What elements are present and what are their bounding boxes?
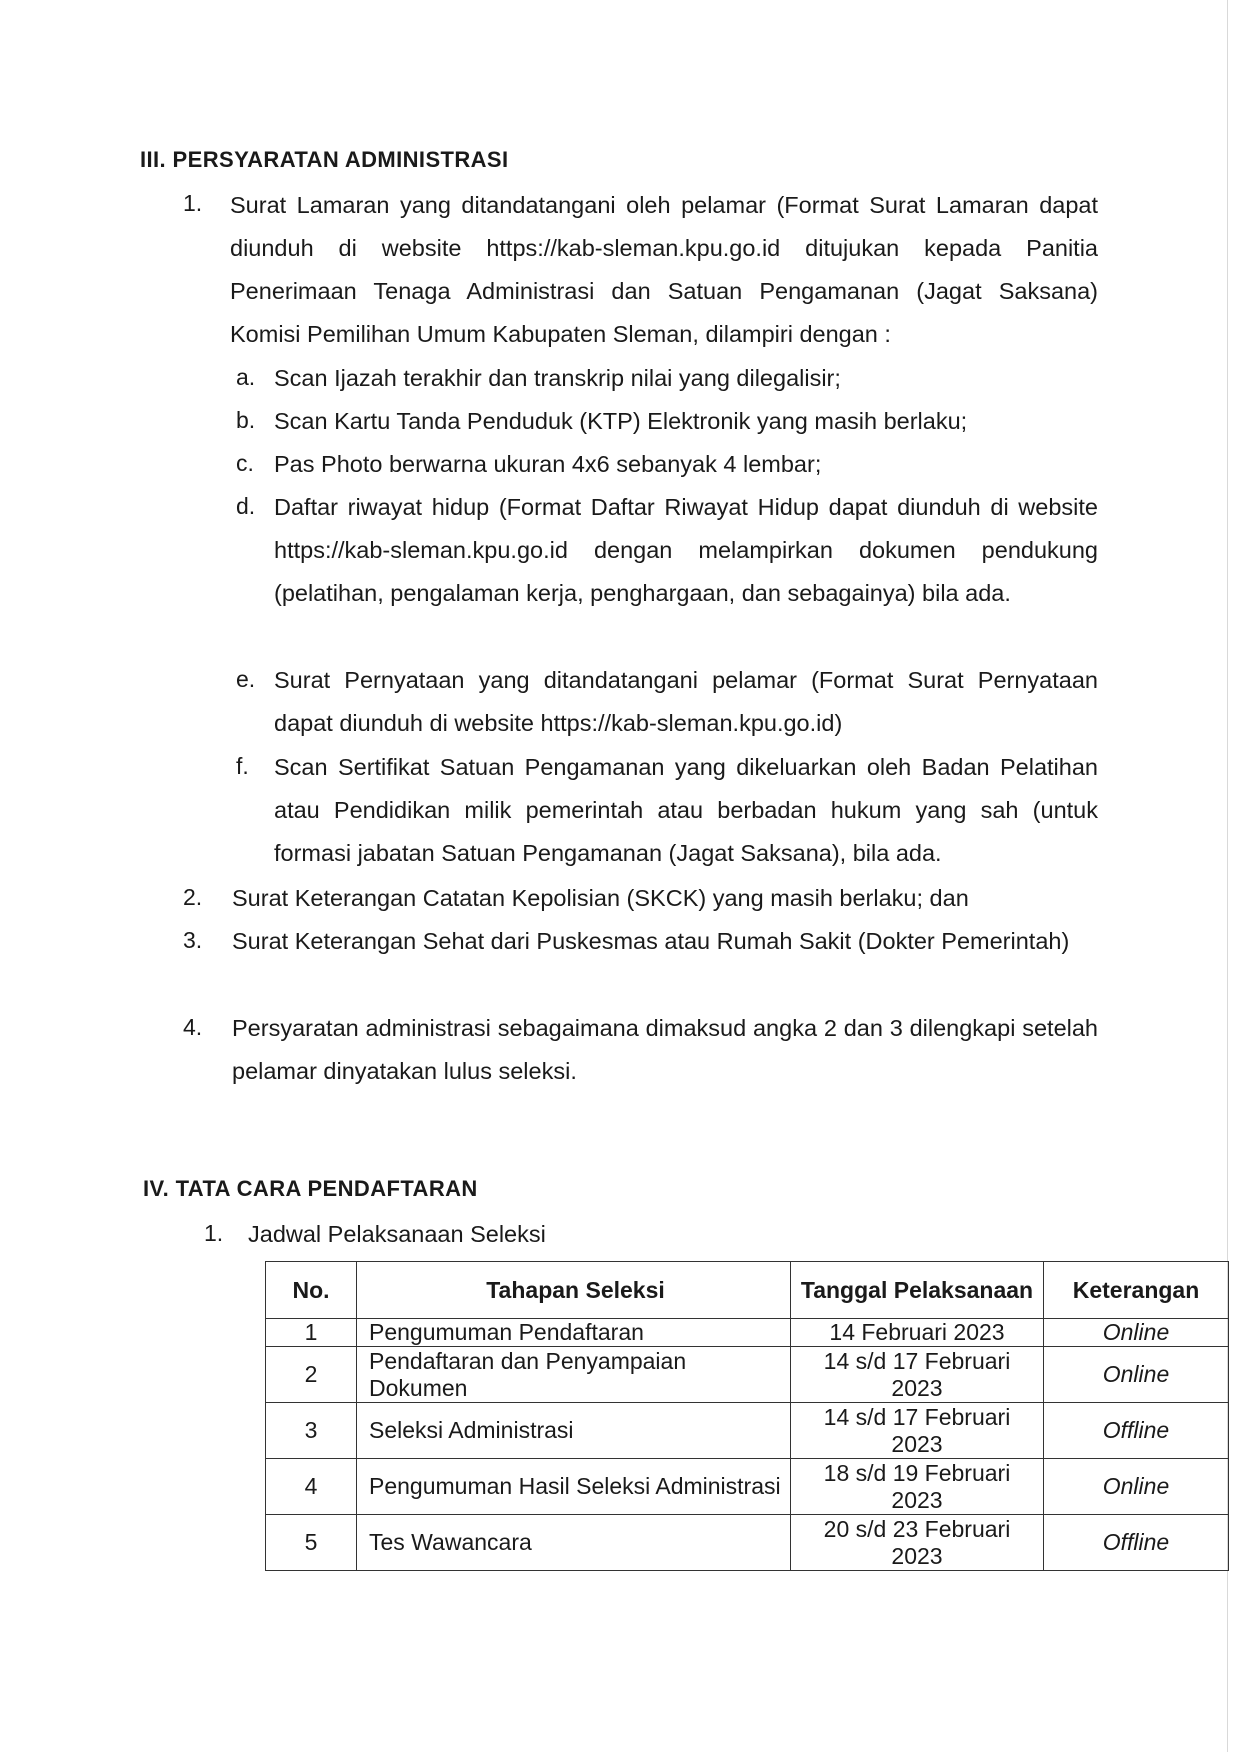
subitem-a-letter: a. [236, 364, 256, 390]
cell-no: 4 [266, 1459, 357, 1515]
subitem-a-text: Scan Ijazah terakhir dan transkrip nilai yang dilegalisir; [274, 365, 841, 391]
subitem-c-letter: c. [236, 450, 254, 476]
cell-no: 1 [266, 1319, 357, 1347]
subitem-d-letter: d. [236, 493, 256, 519]
subitem-b-letter: b. [236, 407, 256, 433]
schedule-table [265, 1261, 1229, 1571]
cell-note: Online [1044, 1347, 1229, 1403]
cell-no: 5 [266, 1515, 357, 1571]
header-note: Keterangan [1044, 1262, 1229, 1319]
item-4-number: 4. [183, 1014, 203, 1040]
header-date: Tanggal Pelaksanaan [791, 1262, 1044, 1319]
subitem-c-text: Pas Photo berwarna ukuran 4x6 sebanyak 4 lembar; [274, 451, 822, 477]
cell-stage: Pendaftaran dan Penyampaian Dokumen [357, 1347, 791, 1403]
cell-date: 14 Februari 2023 [791, 1319, 1044, 1347]
item-2-number: 2. [183, 884, 203, 910]
section-3-heading: III. PERSYARATAN ADMINISTRASI [140, 147, 509, 172]
cell-stage: Seleksi Administrasi [357, 1403, 791, 1459]
item-1-number: 1. [183, 190, 203, 216]
cell-stage: Pengumuman Pendaftaran [357, 1319, 791, 1347]
table-row [266, 1347, 1229, 1403]
cell-no: 3 [266, 1403, 357, 1459]
subitem-f-letter: f. [236, 753, 249, 779]
section-4-heading: IV. TATA CARA PENDAFTARAN [143, 1176, 478, 1201]
item-1-text: Surat Lamaran yang ditandatangani oleh pelamar (Format Surat Lamaran dapat diunduh di website https://kab-sleman.kpu.go.id ditujukan kepada Panitia Penerimaan Tenaga Administrasi dan Satuan Pengamanan (Jagat Saksana) Komisi Pemilihan Umum Kabupaten Sleman, dilampiri dengan : [230, 192, 1098, 347]
cell-date: 14 s/d 17 Februari 2023 [791, 1403, 1044, 1459]
table-row [266, 1403, 1229, 1459]
cell-no: 2 [266, 1347, 357, 1403]
cell-note: Offline [1044, 1515, 1229, 1571]
item-4-text: Persyaratan administrasi sebagaimana dimaksud angka 2 dan 3 dilengkapi setelah pelamar dinyatakan lulus seleksi. [232, 1015, 1098, 1084]
cell-date: 14 s/d 17 Februari 2023 [791, 1347, 1044, 1403]
table-header-row [266, 1262, 1229, 1319]
cell-stage: Tes Wawancara [357, 1515, 791, 1571]
subitem-b-text: Scan Kartu Tanda Penduduk (KTP) Elektronik yang masih berlaku; [274, 408, 968, 434]
cell-date: 18 s/d 19 Februari 2023 [791, 1459, 1044, 1515]
cell-note: Online [1044, 1319, 1229, 1347]
header-no: No. [266, 1262, 357, 1319]
item-3-text: Surat Keterangan Sehat dari Puskesmas atau Rumah Sakit (Dokter Pemerintah) [232, 928, 1070, 954]
cell-stage: Pengumuman Hasil Seleksi Administrasi [357, 1459, 791, 1515]
subitem-f-text: Scan Sertifikat Satuan Pengamanan yang dikeluarkan oleh Badan Pelatihan atau Pendidikan milik pemerintah atau berbadan hukum yang sah (untuk formasi jabatan Satuan Pengamanan (Jagat Saksana), bila ada. [274, 754, 1098, 866]
cell-note: Online [1044, 1459, 1229, 1515]
cell-date: 20 s/d 23 Februari 2023 [791, 1515, 1044, 1571]
item-3-number: 3. [183, 927, 203, 953]
table-row [266, 1319, 1229, 1347]
subitem-e-letter: e. [236, 666, 256, 692]
section-4-item-1-text: Jadwal Pelaksanaan Seleksi [248, 1221, 546, 1247]
subitem-e-text: Surat Pernyataan yang ditandatangani pelamar (Format Surat Pernyataan dapat diunduh di website https://kab-sleman.kpu.go.id) [274, 667, 1098, 736]
table-row [266, 1515, 1229, 1571]
section-4-item-1-number: 1. [204, 1220, 224, 1246]
cell-note: Offline [1044, 1403, 1229, 1459]
item-2-text: Surat Keterangan Catatan Kepolisian (SKCK) yang masih berlaku; dan [232, 885, 969, 911]
header-stage: Tahapan Seleksi [357, 1262, 791, 1319]
table-row [266, 1459, 1229, 1515]
subitem-d-text: Daftar riwayat hidup (Format Daftar Riwayat Hidup dapat diunduh di website https://kab-sleman.kpu.go.id dengan melampirkan dokumen pendukung (pelatihan, pengalaman kerja, penghargaan, dan sebagainya) bila ada. [274, 494, 1098, 606]
